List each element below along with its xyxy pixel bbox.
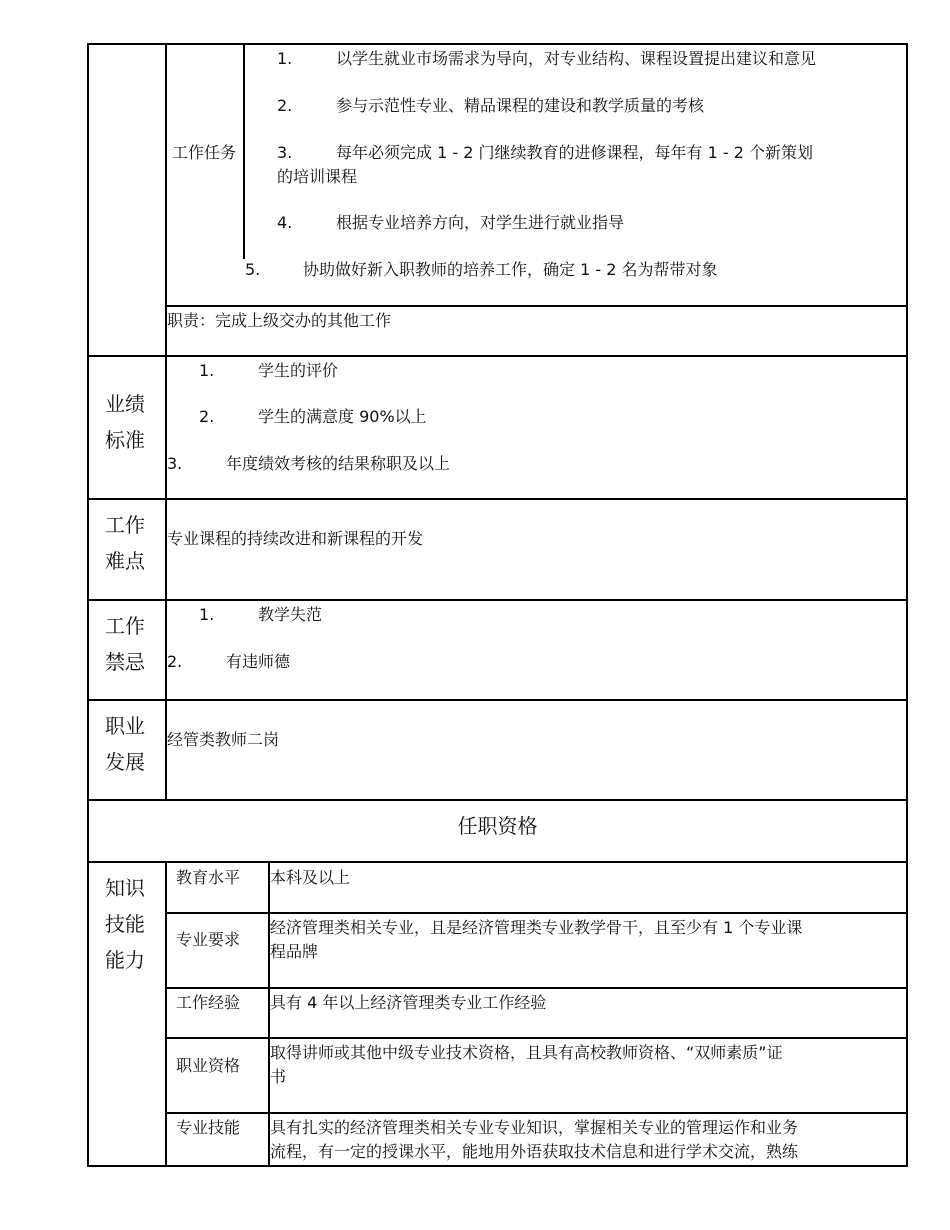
row-divider-performance (87, 355, 908, 357)
task-item-2: 2. 参与示范性专业、精品课程的建设和教学质量的考核 (277, 96, 705, 115)
performance-item-3: 3. 年度绩效考核的结果称职及以上 (167, 454, 451, 473)
qual-label-experience: 工作经验 (176, 993, 241, 1012)
performance-item-2: 2. 学生的满意度 90%以上 (199, 407, 427, 426)
performance-item-1: 1. 学生的评价 (199, 361, 339, 380)
task-item-1: 1. 以学生就业市场需求为导向，对专业结构、课程设置提出建议和意见 (277, 49, 817, 68)
row-divider-career (87, 699, 908, 701)
task-item-3-continued: 的培训课程 (277, 167, 358, 186)
duty-text: 职责：完成上级交办的其他工作 (167, 311, 392, 330)
border-top (87, 43, 908, 45)
border-right (906, 43, 908, 1167)
task-column-divider (243, 43, 245, 257)
border-left (87, 43, 89, 1167)
qual-label-certificate: 职业资格 (176, 1056, 241, 1075)
qualification-title: 任职资格 (457, 814, 538, 838)
qual-label-education: 教育水平 (176, 868, 241, 887)
qualification-side-label-2: 技能 (105, 912, 145, 936)
performance-label-2: 标准 (105, 428, 145, 452)
qual-value-major-1: 经济管理类相关专业，且是经济管理类专业教学骨干，且至少有 1 个专业课 (270, 918, 803, 937)
border-bottom (87, 1165, 908, 1167)
label-column-divider-lower (165, 862, 167, 1167)
work-tasks-label: 工作任务 (171, 143, 236, 162)
taboo-item-2: 2. 有违师德 (167, 652, 291, 671)
task-item-3: 3. 每年必须完成 1 - 2 门继续教育的进修课程，每年有 1 - 2 个新策划 (277, 143, 813, 162)
difficulty-label-2: 难点 (105, 549, 145, 573)
qual-label-skills: 专业技能 (176, 1118, 241, 1137)
qual-value-skills-2: 流程，有一定的授课水平，能地用外语获取技术信息和进行学术交流，熟练 (270, 1142, 799, 1161)
row-divider-difficulty (87, 498, 908, 500)
performance-label-1: 业绩 (105, 392, 145, 416)
qual-value-experience: 具有 4 年以上经济管理类专业工作经验 (270, 993, 547, 1012)
difficulty-label-1: 工作 (105, 513, 145, 537)
qual-value-education: 本科及以上 (270, 868, 351, 887)
qual-value-skills-1: 具有扎实的经济管理类相关专业专业知识，掌握相关专业的管理运作和业务 (270, 1118, 799, 1137)
qual-label-major: 专业要求 (176, 930, 241, 949)
difficulty-text: 专业课程的持续改进和新课程的开发 (167, 529, 424, 548)
career-label-2: 发展 (105, 750, 145, 774)
qualification-side-label-1: 知识 (105, 876, 145, 900)
task-item-5: 5. 协助做好新入职教师的培养工作，确定 1 - 2 名为帮带对象 (245, 260, 718, 279)
qualification-side-label-3: 能力 (105, 948, 145, 972)
taboo-item-1: 1. 教学失范 (199, 605, 323, 624)
task-item-4: 4. 根据专业培养方向，对学生进行就业指导 (277, 213, 625, 232)
career-text: 经管类教师二岗 (167, 730, 280, 749)
qual-value-major-2: 程品牌 (270, 942, 319, 961)
row-divider-taboo (87, 599, 908, 601)
qual-value-certificate-2: 书 (270, 1067, 287, 1086)
taboo-label-1: 工作 (105, 614, 145, 638)
row-divider-qualification-title (87, 799, 908, 801)
taboo-label-2: 禁忌 (105, 650, 145, 674)
qual-value-certificate-1: 取得讲师或其他中级专业技术资格，且具有高校教师资格、“双师素质”证 (270, 1043, 783, 1062)
career-label-1: 职业 (105, 714, 145, 738)
row-divider-duty (165, 305, 908, 307)
row-divider-qualification (87, 861, 908, 863)
